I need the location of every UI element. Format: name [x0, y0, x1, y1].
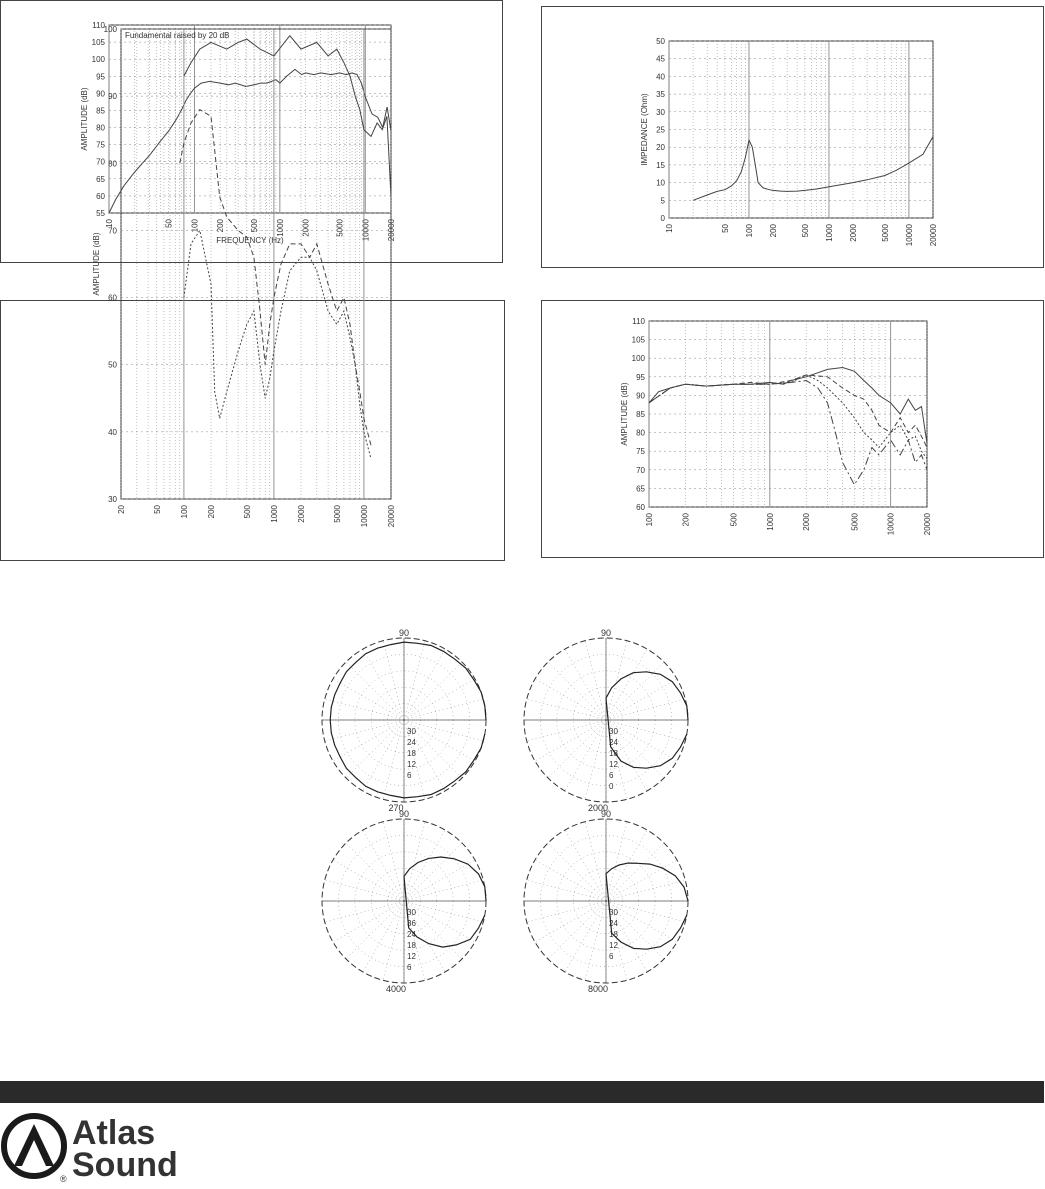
- polar-ring-label: 30: [609, 727, 618, 736]
- polar-spoke: [606, 830, 647, 901]
- polar-spoke: [333, 720, 404, 761]
- polar-spoke: [404, 860, 475, 901]
- y-tick-label: 110: [92, 21, 105, 30]
- polar-spoke: [346, 901, 404, 959]
- polar-top-label: 90: [398, 809, 410, 819]
- x-tick-label: 500: [242, 505, 252, 519]
- y-tick-label: 85: [96, 106, 105, 116]
- y-tick-label: 75: [636, 447, 645, 457]
- x-axis-label: FREQUENCY (Hz): [216, 236, 284, 245]
- polar-spoke: [527, 720, 606, 741]
- y-tick-label: 105: [631, 335, 645, 345]
- atlas-sound-logo: [0, 1112, 210, 1184]
- polar-ring-label: 12: [609, 941, 618, 950]
- polar-spoke: [383, 720, 404, 799]
- y-tick-label: 60: [96, 191, 105, 201]
- polar-ring-label: 24: [609, 738, 618, 747]
- y-tick-label: 50: [108, 360, 117, 370]
- x-tick-label: 2000: [849, 224, 859, 242]
- polar-spoke: [585, 641, 606, 720]
- polar-ring-label: 18: [609, 930, 618, 939]
- y-tick-label: 80: [96, 123, 105, 133]
- polar-spoke: [325, 901, 404, 922]
- x-tick-label: 2000: [297, 505, 306, 523]
- polar-spoke: [383, 901, 404, 980]
- x-tick-label: 10000: [904, 224, 914, 247]
- x-tick-label: 20000: [387, 219, 396, 242]
- x-tick-label: 200: [681, 513, 691, 527]
- y-tick-label: 35: [656, 90, 665, 100]
- x-tick-label: 500: [729, 513, 739, 527]
- polar-top-label: 90: [398, 628, 410, 638]
- polar3-plot: [322, 809, 486, 994]
- y-tick-label: 5: [660, 196, 665, 206]
- polar-ring-label: 12: [609, 760, 618, 769]
- y-tick-label: 70: [636, 465, 645, 475]
- polar-spoke: [606, 662, 664, 720]
- polar-spoke: [535, 679, 606, 720]
- polar-spoke: [565, 649, 606, 720]
- polar-bottom-label: 4000: [385, 984, 407, 994]
- polar-spoke: [535, 901, 606, 942]
- polar-ring-label: 24: [407, 930, 416, 939]
- y-axis-label: AMPLITUDE (dB): [620, 382, 629, 446]
- x-tick-label: 1000: [765, 513, 775, 531]
- y-tick-label: 25: [656, 125, 665, 135]
- polar-ring-label: 24: [609, 919, 618, 928]
- polar-spoke: [346, 662, 404, 720]
- x-tick-label: 500: [800, 224, 810, 238]
- y-tick-label: 45: [656, 54, 665, 64]
- polar-spoke: [404, 843, 462, 901]
- y-tick-label: 90: [96, 89, 105, 99]
- y-tick-label: 30: [656, 107, 665, 117]
- polar-spoke: [527, 901, 606, 922]
- polar-spoke: [606, 649, 647, 720]
- polar-spoke: [585, 822, 606, 901]
- polar-bottom-label: 2000: [587, 803, 609, 813]
- grid-lines: [109, 25, 391, 213]
- y-tick-label: 85: [636, 410, 645, 419]
- y-tick-label: 40: [108, 427, 117, 437]
- logo-registered-mark: ®: [60, 1174, 67, 1184]
- atlas-sound-logo-svg: [0, 1112, 210, 1184]
- polar-ring-label: 36: [407, 919, 416, 928]
- y-tick-label: 0: [660, 214, 665, 223]
- polar-spoke: [333, 679, 404, 720]
- plot-area: [109, 25, 391, 213]
- y-tick-label: 100: [103, 25, 117, 34]
- y-tick-label: 65: [636, 484, 645, 494]
- y-tick-label: 40: [656, 72, 665, 82]
- polar-top-label: 90: [600, 809, 612, 819]
- polar-plots-svg: [300, 630, 740, 1010]
- polar-spoke: [346, 720, 404, 778]
- y-tick-label: 100: [631, 354, 645, 364]
- polar-spoke: [325, 699, 404, 720]
- x-tick-label: 1000: [269, 505, 279, 523]
- polar4-plot: [524, 809, 688, 994]
- x-tick-label: 100: [190, 219, 200, 233]
- x-tick-label: 50: [164, 219, 174, 228]
- polar-spoke: [333, 901, 404, 942]
- y-axis-label: IMPEDANCE (Ohm): [640, 93, 649, 166]
- frequency-response-panel: [0, 0, 503, 263]
- x-tick-label: 500: [250, 219, 260, 233]
- polar-spoke: [606, 641, 627, 720]
- y-tick-label: 60: [108, 293, 117, 303]
- polar-spoke: [548, 662, 606, 720]
- polar-spoke: [585, 720, 606, 799]
- series-line: [184, 230, 371, 458]
- x-tick-label: 1000: [824, 224, 834, 242]
- polar-spoke: [404, 662, 462, 720]
- grid-lines: [669, 41, 933, 218]
- x-tick-label: 200: [207, 505, 216, 519]
- y-tick-label: 15: [656, 160, 665, 170]
- polar-spoke: [346, 843, 404, 901]
- polar-ring-label: 6: [609, 771, 614, 780]
- polar-ring-label: 12: [407, 760, 416, 769]
- polar-ring-label: 30: [407, 908, 416, 917]
- y-tick-label: 110: [632, 317, 645, 326]
- polar-spoke: [325, 720, 404, 741]
- polar-bottom-label: 8000: [587, 984, 609, 994]
- y-tick-label: 20: [656, 143, 665, 153]
- polar-spoke: [548, 720, 606, 778]
- polar-spoke: [535, 720, 606, 761]
- polar-ring-label: 6: [609, 952, 614, 961]
- polar-response-curve: [606, 863, 688, 949]
- series-line: [109, 69, 391, 213]
- x-tick-label: 200: [216, 219, 226, 233]
- polar-spoke: [404, 679, 475, 720]
- y-tick-label: 95: [96, 72, 105, 82]
- polar-bottom-label: 270: [388, 803, 404, 813]
- x-tick-label: 10000: [886, 513, 896, 536]
- impedance-chart: [542, 7, 1045, 269]
- y-axis-label: AMPLITUDE (dB): [80, 87, 89, 151]
- x-tick-label: 5000: [332, 505, 342, 523]
- y-tick-label: 50: [656, 37, 665, 46]
- y-tick-label: 65: [96, 174, 105, 184]
- y-axis-label: AMPLITUDE (dB): [92, 232, 101, 296]
- x-tick-label: 5000: [880, 224, 890, 242]
- polar-ring-label: 18: [407, 941, 416, 950]
- polar-top-label: 90: [600, 628, 612, 638]
- polar-spoke: [363, 649, 404, 720]
- logo-text-sound: Sound: [72, 1146, 178, 1184]
- polar-spoke: [527, 699, 606, 720]
- x-tick-label: 5000: [850, 513, 860, 531]
- polar-spoke: [383, 822, 404, 901]
- polar-spoke: [404, 830, 445, 901]
- polar-response-curve: [404, 857, 486, 947]
- off-axis-response-panel: [541, 300, 1044, 558]
- polar-spoke: [565, 830, 606, 901]
- x-tick-label: 5000: [335, 219, 345, 237]
- polar-spoke: [363, 901, 404, 972]
- polar-spoke: [535, 860, 606, 901]
- polar-ring-label: 30: [609, 908, 618, 917]
- logo-mark-icon: [4, 1116, 64, 1176]
- y-tick-label: 100: [91, 55, 105, 65]
- polar-ring-label: 6: [407, 771, 412, 780]
- polar-ring-label: 24: [407, 738, 416, 747]
- x-tick-label: 2000: [301, 219, 311, 237]
- x-tick-label: 200: [769, 224, 779, 238]
- x-tick-label: 1000: [275, 219, 285, 237]
- polar-spoke: [404, 699, 483, 720]
- y-tick-label: 30: [108, 495, 117, 504]
- footer-bar: [0, 1081, 1044, 1103]
- polar-spoke: [606, 843, 664, 901]
- polar-spoke: [404, 649, 445, 720]
- chart-annotation: Fundamental raised by 20 dB: [125, 31, 230, 40]
- x-tick-label: 10000: [361, 219, 371, 242]
- x-tick-label: 20000: [923, 513, 932, 536]
- polar-ring-label: 12: [407, 952, 416, 961]
- y-tick-label: 70: [96, 157, 105, 167]
- x-tick-label: 10: [665, 224, 674, 233]
- x-tick-label: 100: [645, 513, 654, 527]
- x-tick-label: 20000: [929, 224, 938, 247]
- polar-spoke: [404, 641, 425, 720]
- frequency-response-chart: [1, 1, 504, 264]
- polar-spoke: [606, 822, 627, 901]
- polar-spoke: [606, 679, 677, 720]
- polar-spoke: [383, 641, 404, 720]
- y-tick-label: 80: [636, 428, 645, 438]
- x-tick-label: 20000: [387, 505, 396, 528]
- impedance-panel: [541, 6, 1044, 268]
- polar-spoke: [548, 843, 606, 901]
- y-tick-label: 80: [108, 159, 117, 169]
- polar-ring-label: 6: [407, 963, 412, 972]
- polar-spoke: [404, 880, 483, 901]
- y-tick-label: 105: [91, 38, 105, 48]
- polar-ring-label: 30: [407, 727, 416, 736]
- x-tick-label: 50: [152, 505, 162, 514]
- y-tick-label: 60: [636, 503, 645, 512]
- polar-spoke: [363, 720, 404, 791]
- logo-text-atlas: Atlas: [72, 1114, 156, 1152]
- polar-spoke: [363, 830, 404, 901]
- y-tick-label: 10: [656, 178, 665, 188]
- x-tick-label: 10000: [359, 505, 369, 528]
- x-tick-label: 10: [105, 219, 114, 228]
- polar2-plot: [524, 628, 688, 813]
- polar-plots: [300, 630, 740, 1010]
- polar-spoke: [333, 860, 404, 901]
- polar-spoke: [606, 699, 685, 720]
- polar-spoke: [325, 880, 404, 901]
- x-tick-label: 50: [720, 224, 730, 233]
- y-tick-label: 55: [96, 209, 105, 218]
- polar-ring-label: 0: [609, 782, 614, 791]
- y-tick-label: 70: [108, 226, 117, 236]
- y-tick-label: 90: [636, 391, 645, 401]
- polar-spoke: [527, 880, 606, 901]
- x-tick-label: 20: [117, 505, 126, 514]
- x-tick-label: 100: [179, 505, 189, 519]
- polar-spoke: [548, 901, 606, 959]
- polar-spoke: [606, 880, 685, 901]
- polar-spoke: [585, 901, 606, 980]
- polar-spoke: [565, 901, 606, 972]
- polar-ring-label: 18: [407, 749, 416, 758]
- y-tick-label: 95: [636, 372, 645, 382]
- grid-lines: [649, 321, 927, 507]
- y-tick-label: 75: [96, 140, 105, 150]
- polar-spoke: [565, 720, 606, 791]
- polar-ring-label: 18: [609, 749, 618, 758]
- x-tick-label: 100: [744, 224, 754, 238]
- y-tick-label: 90: [108, 92, 117, 102]
- polar1-plot: [322, 628, 486, 813]
- x-tick-label: 2000: [802, 513, 812, 531]
- series-line: [693, 137, 933, 201]
- off-axis-response-chart: [542, 301, 1045, 559]
